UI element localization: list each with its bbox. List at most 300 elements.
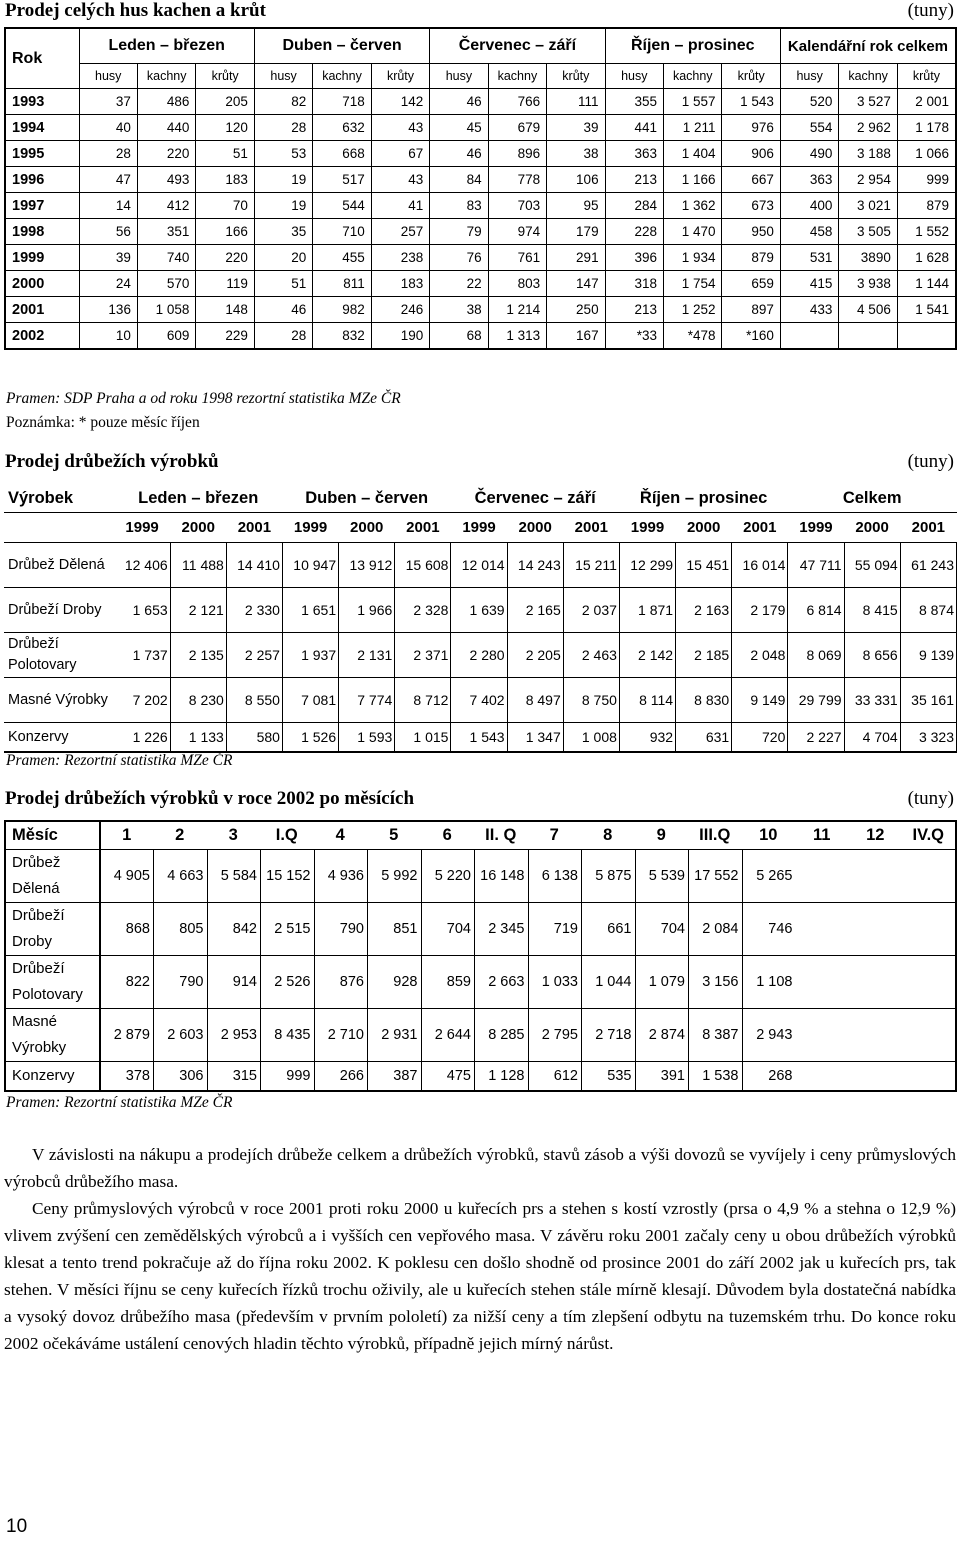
value-cell: 363 [780,167,838,193]
value-cell: 38 [547,141,605,167]
value-cell: 2 328 [395,588,451,633]
value-cell: 412 [137,193,195,219]
value-cell: 879 [897,193,956,219]
value-cell: 790 [154,956,208,1009]
table-row [5,245,956,271]
page-number: 10 [6,1516,28,1537]
column-header: IV.Q [903,821,957,850]
value-cell: 14 243 [507,543,563,588]
value-cell: 41 [371,193,429,219]
value-cell: 4 506 [839,297,897,323]
value-cell: 879 [722,245,780,271]
value-cell: 673 [722,193,780,219]
value-cell: 2 718 [582,1009,636,1062]
value-cell: 851 [368,903,422,956]
table-row [5,297,956,323]
value-cell: 1 347 [507,723,563,753]
value-cell: 315 [207,1062,261,1092]
period-header: Duben – červen [254,28,429,64]
value-cell: 746 [742,903,796,956]
value-cell: 1 313 [488,323,546,350]
value-cell [796,1062,850,1092]
value-cell: 876 [314,956,368,1009]
value-cell: 2 879 [100,1009,154,1062]
value-cell: 1 538 [689,1062,743,1092]
value-cell: 811 [313,271,371,297]
value-cell: 805 [154,903,208,956]
year-header: 1999 [788,513,844,543]
value-cell: 2 943 [742,1009,796,1062]
poultry-sales-table [4,27,957,350]
value-cell: 718 [313,89,371,115]
value-cell: *478 [664,323,722,350]
value-cell [849,903,903,956]
value-cell: 84 [430,167,488,193]
column-header: 5 [368,821,422,850]
value-cell: 40 [79,115,137,141]
row-label: Masné Výrobky [5,1009,100,1062]
value-cell: 8 497 [507,678,563,723]
value-cell [839,323,897,350]
subheader-cell: husy [254,64,312,89]
value-cell: 974 [488,219,546,245]
value-cell: 868 [100,903,154,956]
value-cell: 45 [430,115,488,141]
value-cell: 61 243 [900,543,956,588]
value-cell: 632 [313,115,371,141]
value-cell: 3 527 [839,89,897,115]
value-cell: 2 644 [421,1009,475,1062]
subheader-cell: krůty [722,64,780,89]
value-cell: 183 [196,167,254,193]
value-cell [849,1009,903,1062]
year-header: 1999 [282,513,338,543]
value-cell [796,1009,850,1062]
sec3-unit: (tuny) [907,788,954,809]
year-header: 1999 [619,513,675,543]
value-cell: 2 962 [839,115,897,141]
value-cell: 441 [605,115,663,141]
year-header: 1999 [114,513,170,543]
value-cell [780,323,838,350]
value-cell: 1 552 [897,219,956,245]
value-cell: 2 330 [226,588,282,633]
value-cell: 1 543 [722,89,780,115]
period-header: Říjen – prosinec [605,28,780,64]
value-cell: 1 044 [582,956,636,1009]
value-cell: 609 [137,323,195,350]
value-cell: 2 874 [635,1009,689,1062]
value-cell: 387 [368,1062,422,1092]
value-cell: 1 526 [282,723,338,753]
value-cell: 29 799 [788,678,844,723]
value-cell: 1 966 [339,588,395,633]
value-cell: 7 081 [282,678,338,723]
value-cell: 486 [137,89,195,115]
value-cell: 8 230 [170,678,226,723]
value-cell: 517 [313,167,371,193]
value-cell: 284 [605,193,663,219]
value-cell: 120 [196,115,254,141]
value-cell: 111 [547,89,605,115]
value-cell: 1 033 [528,956,582,1009]
value-cell: 1 541 [897,297,956,323]
value-cell: 415 [780,271,838,297]
value-cell: 2 954 [839,167,897,193]
value-cell: 1 737 [114,633,170,678]
value-cell: 1 934 [664,245,722,271]
value-cell: 246 [371,297,429,323]
month-header: Měsíc [5,821,100,850]
value-cell: 1 166 [664,167,722,193]
value-cell: 790 [314,903,368,956]
value-cell: 119 [196,271,254,297]
value-cell [897,323,956,350]
period-header: Červenec – září [451,484,619,513]
value-cell: 2 205 [507,633,563,678]
value-cell: 2 603 [154,1009,208,1062]
row-label: Drůbeží Droby [5,903,100,956]
value-cell: 14 410 [226,543,282,588]
subheader-cell: krůty [547,64,605,89]
value-cell: 8 114 [619,678,675,723]
value-cell: 51 [196,141,254,167]
value-cell: 2 084 [689,903,743,956]
year-header: 2000 [170,513,226,543]
period-header: Říjen – prosinec [619,484,787,513]
year-cell: 1993 [5,89,79,115]
value-cell: 82 [254,89,312,115]
value-cell: 8 830 [676,678,732,723]
table-row [5,167,956,193]
period-header: Leden – březen [114,484,282,513]
table-row [4,678,957,723]
value-cell: 257 [371,219,429,245]
period-header: Duben – červen [282,484,450,513]
subheader-cell: husy [605,64,663,89]
value-cell: 2 048 [732,633,788,678]
value-cell: 3890 [839,245,897,271]
table-row [5,271,956,297]
value-cell: 667 [722,167,780,193]
value-cell: 291 [547,245,605,271]
subheader-cell: krůty [897,64,956,89]
column-header: 10 [742,821,796,850]
value-cell: 1 252 [664,297,722,323]
value-cell: 28 [254,323,312,350]
value-cell: 2 953 [207,1009,261,1062]
value-cell: 8 387 [689,1009,743,1062]
value-cell: 704 [421,903,475,956]
value-cell: 4 905 [100,850,154,903]
value-cell: *33 [605,323,663,350]
value-cell: 8 656 [844,633,900,678]
value-cell: 15 211 [563,543,619,588]
year-header: 2000 [507,513,563,543]
subheader-cell: kachny [839,64,897,89]
subheader-cell: husy [79,64,137,89]
year-cell: 1994 [5,115,79,141]
value-cell: 3 323 [900,723,956,753]
value-cell: 535 [582,1062,636,1092]
paragraph: Ceny průmyslových výrobců v roce 2001 proti roku 2000 u kuřecích prs a stehen s kostí vzrostly (prsa o 4,9 % a stehna o 12,9 %) vlivem zvýšení cen zemědělských výrobců a i vyšších cen vepřového masa. V závěru roku 2001 začaly ceny u obou drůbežích výrobků klesat a tento trend pokračuje až do října roku 2002. K poklesu cen došlo shodně od prosince 2001 do září 2002 jak u kuřecích prs, tak stehen. V měsíci říjnu se ceny kuřecích řízků trochu oživily, ale u kuřecích stehen stále mírně klesají. Důvodem byla dostatečná nabídka a vysoký dovoz drůbežího masa (především v prvním pololetí) za nižší ceny a tím zlepšení odbytu na tuzemském trhu. Do konce roku 2002 očekáváme ustálení cenových hladin těchto výrobků, případně jejich mírný nárůst. [4,1199,956,1353]
value-cell: 1 015 [395,723,451,753]
value-cell: 28 [79,141,137,167]
year-cell: 1996 [5,167,79,193]
value-cell: 167 [547,323,605,350]
rok-header: Rok [5,28,79,89]
value-cell: 455 [313,245,371,271]
value-cell: 2 795 [528,1009,582,1062]
total-header: Kalendářní rok celkem [780,28,956,64]
value-cell: 493 [137,167,195,193]
year-cell: 1995 [5,141,79,167]
value-cell [849,850,903,903]
value-cell: 1 144 [897,271,956,297]
row-label: Drůbeží Droby [4,588,114,633]
value-cell: 661 [582,903,636,956]
row-label: Konzervy [5,1062,100,1092]
poultry-products-table [4,484,957,753]
value-cell [903,956,957,1009]
value-cell: 28 [254,115,312,141]
column-header: 1 [100,821,154,850]
table-row [4,543,957,588]
value-cell: 2 515 [261,903,315,956]
value-cell: 982 [313,297,371,323]
value-cell: 147 [547,271,605,297]
value-cell: 668 [313,141,371,167]
subheader-cell: kachny [488,64,546,89]
value-cell: 1 058 [137,297,195,323]
column-header: 8 [582,821,636,850]
value-cell: 2 121 [170,588,226,633]
column-header: 6 [421,821,475,850]
value-cell: 46 [254,297,312,323]
value-cell: 5 220 [421,850,475,903]
subheader-cell: husy [430,64,488,89]
value-cell: 1 133 [170,723,226,753]
value-cell: 363 [605,141,663,167]
year-header: 2000 [339,513,395,543]
value-cell: 1 404 [664,141,722,167]
value-cell: 183 [371,271,429,297]
value-cell: 318 [605,271,663,297]
value-cell: 220 [137,141,195,167]
value-cell: 842 [207,903,261,956]
value-cell: 400 [780,193,838,219]
value-cell: 8 415 [844,588,900,633]
value-cell: 8 550 [226,678,282,723]
row-label: Drůbeží Polotovary [5,956,100,1009]
table-row [5,115,956,141]
value-cell: 16 148 [475,850,529,903]
value-cell: 1 128 [475,1062,529,1092]
value-cell: 1 653 [114,588,170,633]
value-cell: 1 214 [488,297,546,323]
value-cell: 8 285 [475,1009,529,1062]
subheader-cell: kachny [664,64,722,89]
value-cell: 1 079 [635,956,689,1009]
value-cell: 213 [605,297,663,323]
value-cell [796,956,850,1009]
value-cell: 11 488 [170,543,226,588]
value-cell: 8 750 [563,678,619,723]
value-cell: 914 [207,956,261,1009]
table-row [4,723,957,753]
value-cell: 16 014 [732,543,788,588]
value-cell: 6 814 [788,588,844,633]
value-cell [849,956,903,1009]
table-row [5,219,956,245]
table-row [5,850,956,903]
table-row [5,323,956,350]
row-label: Konzervy [4,723,114,753]
value-cell: 2 345 [475,903,529,956]
sec2-source: Pramen: Rezortní statistika MZe ČR [6,752,233,769]
value-cell: 3 021 [839,193,897,219]
period-header: Červenec – září [430,28,605,64]
value-cell: 39 [547,115,605,141]
value-cell: 2 526 [261,956,315,1009]
value-cell: 5 539 [635,850,689,903]
value-cell: 136 [79,297,137,323]
value-cell: 570 [137,271,195,297]
year-header: 2001 [226,513,282,543]
value-cell: 166 [196,219,254,245]
value-cell: 2 037 [563,588,619,633]
value-cell: 896 [488,141,546,167]
value-cell: 268 [742,1062,796,1092]
value-cell: 766 [488,89,546,115]
year-cell: 1998 [5,219,79,245]
table-row [4,633,957,678]
value-cell: 15 608 [395,543,451,588]
value-cell: 2 371 [395,633,451,678]
year-header: 1999 [451,513,507,543]
value-cell: 520 [780,89,838,115]
value-cell: 1 108 [742,956,796,1009]
value-cell: 2 185 [676,633,732,678]
value-cell: 17 552 [689,850,743,903]
value-cell: 1 593 [339,723,395,753]
value-cell: 2 710 [314,1009,368,1062]
blank-cell [4,513,114,543]
value-cell: 53 [254,141,312,167]
column-header: 4 [314,821,368,850]
value-cell: 2 135 [170,633,226,678]
monthly-products-table [4,820,957,1092]
value-cell: 148 [196,297,254,323]
body-text [4,1141,956,1357]
value-cell: 3 156 [689,956,743,1009]
value-cell: 475 [421,1062,475,1092]
value-cell: 1 008 [563,723,619,753]
value-cell: 1 178 [897,115,956,141]
paragraph: V závislosti na nákupu a prodejích drůbeže celkem a drůbežích výrobků, stavů zásob a výši dovozů se vyvíjely i ceny průmyslových výrobců drůbežího masa. [4,1145,956,1191]
column-header: 3 [207,821,261,850]
value-cell: 999 [261,1062,315,1092]
year-cell: 2002 [5,323,79,350]
table-row [5,903,956,956]
value-cell: 378 [100,1062,154,1092]
value-cell: 39 [79,245,137,271]
value-cell: 1 226 [114,723,170,753]
value-cell: 68 [430,323,488,350]
value-cell: 351 [137,219,195,245]
value-cell: 47 711 [788,543,844,588]
value-cell: 8 874 [900,588,956,633]
value-cell: 1 651 [282,588,338,633]
value-cell: 1 066 [897,141,956,167]
value-cell: 832 [313,323,371,350]
value-cell: 19 [254,193,312,219]
subheader-cell: kachny [313,64,371,89]
value-cell: 631 [676,723,732,753]
value-cell: 2 463 [563,633,619,678]
subheader-cell: krůty [196,64,254,89]
value-cell: 46 [430,89,488,115]
value-cell: 220 [196,245,254,271]
value-cell: 761 [488,245,546,271]
value-cell: 490 [780,141,838,167]
value-cell: 79 [430,219,488,245]
value-cell: 1 754 [664,271,722,297]
value-cell: 22 [430,271,488,297]
sec3-title: Prodej drůbežích výrobků v roce 2002 po měsících [5,788,415,809]
year-header: 2000 [676,513,732,543]
year-header: 2001 [395,513,451,543]
value-cell: 740 [137,245,195,271]
value-cell: 7 402 [451,678,507,723]
value-cell: 2 179 [732,588,788,633]
value-cell: 67 [371,141,429,167]
value-cell: 9 139 [900,633,956,678]
value-cell: 55 094 [844,543,900,588]
value-cell: 458 [780,219,838,245]
value-cell: 2 165 [507,588,563,633]
value-cell: 396 [605,245,663,271]
value-cell: 612 [528,1062,582,1092]
value-cell: 20 [254,245,312,271]
value-cell: 228 [605,219,663,245]
value-cell: 2 163 [676,588,732,633]
product-header: Výrobek [4,484,114,513]
value-cell: 213 [605,167,663,193]
value-cell: 12 406 [114,543,170,588]
value-cell: 179 [547,219,605,245]
value-cell: 950 [722,219,780,245]
value-cell: 56 [79,219,137,245]
value-cell: 703 [488,193,546,219]
value-cell: 10 [79,323,137,350]
value-cell: 12 299 [619,543,675,588]
value-cell: 719 [528,903,582,956]
value-cell: 24 [79,271,137,297]
year-header: 2001 [900,513,956,543]
value-cell: 778 [488,167,546,193]
value-cell: 14 [79,193,137,219]
value-cell: 4 663 [154,850,208,903]
value-cell: 932 [619,723,675,753]
value-cell: 859 [421,956,475,1009]
value-cell: *160 [722,323,780,350]
value-cell: 2 131 [339,633,395,678]
value-cell: 433 [780,297,838,323]
value-cell [796,903,850,956]
value-cell: 3 505 [839,219,897,245]
value-cell: 83 [430,193,488,219]
